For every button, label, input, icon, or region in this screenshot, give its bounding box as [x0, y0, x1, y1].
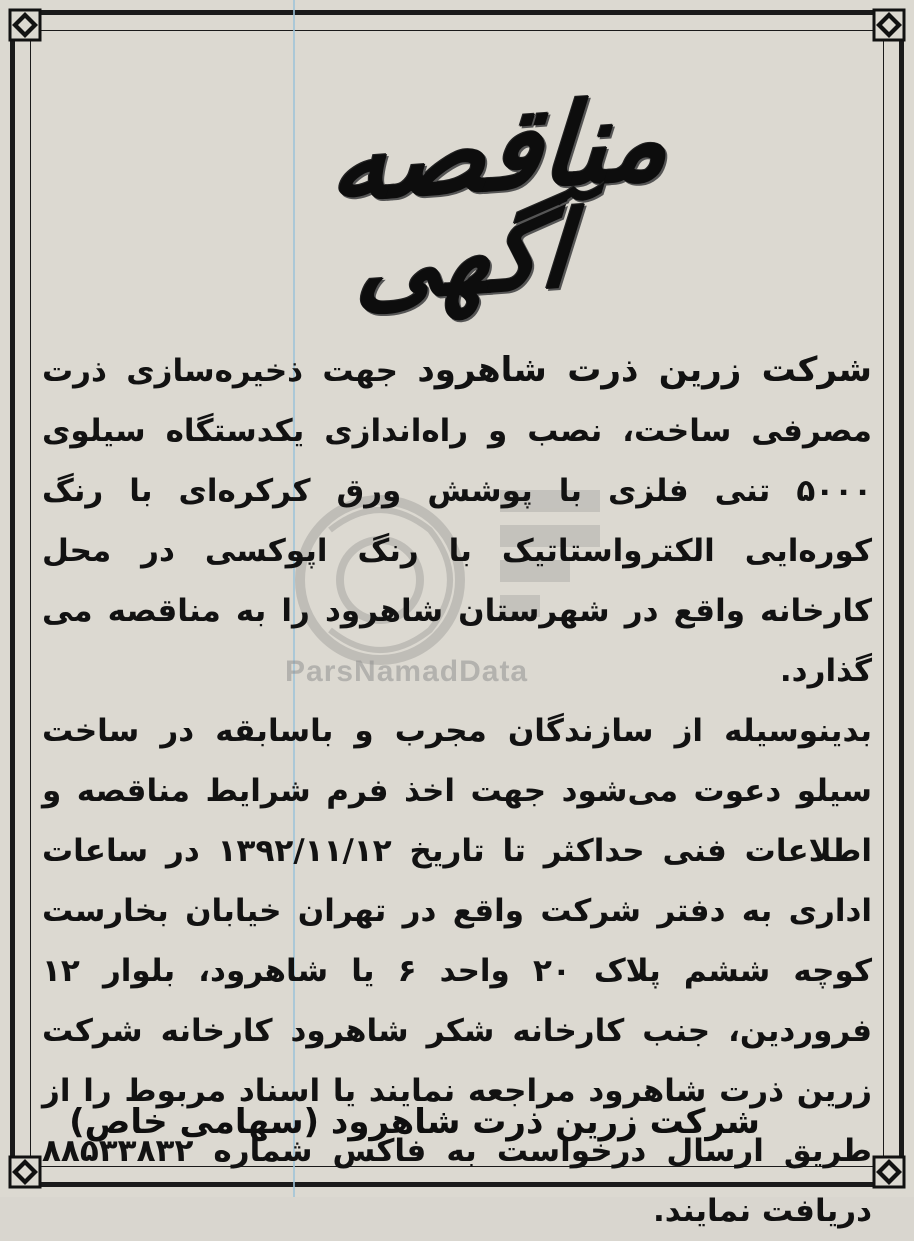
corner-ornament-icon — [8, 1155, 42, 1189]
corner-ornament-icon — [872, 8, 906, 42]
title-word-announcement: آگهی — [352, 187, 575, 326]
company-name: شرکت زرین ذرت شاهرود — [417, 350, 872, 390]
paragraph-intro-text: جهت ذخیره‌سازی ذرت مصرفی ساخت، نصب و راه‌اندازی یکدستگاه سیلوی ۵۰۰۰ تنی فلزی با پوشش ورق کرکره‌ای با رنگ کوره‌ایی الکترواستاتیک با رنگ اپوکسی در محل کارخانه واقع در شهرستان شاهرود را به مناقصه می گذارد. — [42, 353, 872, 689]
title-word-tender: مناقصه — [327, 72, 675, 229]
corner-ornament-icon — [8, 8, 42, 42]
paragraph-invitation: بدینوسیله از سازندگان مجرب و باسابقه در ساخت سیلو دعوت می‌شود جهت اخذ فرم شرایط مناقصه و اطلاعات فنی حداکثر تا تاریخ ۱۳۹۲/۱۱/۱۲ در ساعات اداری به دفتر شرکت واقع در تهران خیابان بخارست کوچه ششم پلاک ۲۰ واحد ۶ یا شاهرود، بلوار ۱۲ فروردین، جنب کارخانه شکر شاهرود کارخانه شرکت زرین ذرت شاهرود مراجعه نمایند یا اسناد مربوط را از طریق ارسال درخواست به فاکس شماره ۸۸۵۳۳۸۳۲ دریافت نمایند. — [42, 713, 872, 1229]
paragraph-intro — [42, 340, 872, 701]
corner-ornament-icon — [872, 1155, 906, 1189]
watermark-text: ParsNamadData — [285, 655, 529, 688]
ad-title — [180, 55, 740, 335]
signature-company: شرکت زرین ذرت شاهرود (سهامی خاص) — [69, 1102, 760, 1142]
